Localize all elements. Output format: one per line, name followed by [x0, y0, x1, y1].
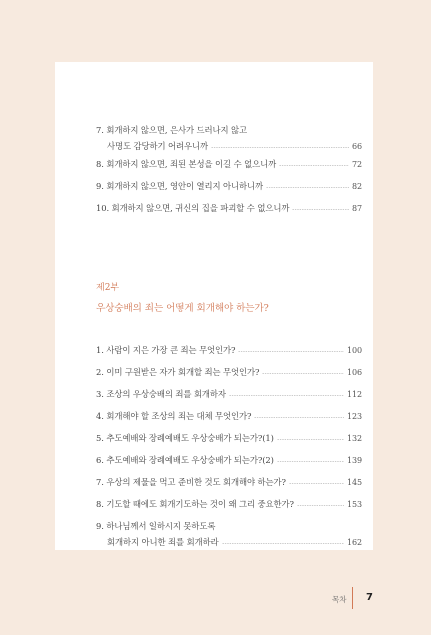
- toc-entry-page: 145: [347, 477, 362, 487]
- toc-entry-page: 123: [347, 411, 362, 421]
- footer-section-label: 목차: [332, 595, 347, 604]
- toc-entry: [96, 387, 362, 401]
- toc-entry-text: 4. 회개해야 할 조상의 죄는 대체 무엇인가?: [96, 411, 252, 421]
- dot-leader: [277, 461, 344, 462]
- toc-entry-text: 9. 하나님께서 일하시지 못하도록: [96, 521, 216, 531]
- part-title: 우상숭배의 죄는 어떻게 회개해야 하는가?: [96, 303, 269, 314]
- toc-entry: [96, 519, 362, 533]
- toc-entry: [96, 431, 362, 445]
- toc-entry: [96, 179, 362, 193]
- dot-leader: [277, 439, 344, 440]
- toc-entry-page: 139: [347, 455, 362, 465]
- toc-entry: [96, 497, 362, 511]
- toc-entry: [96, 157, 362, 171]
- footer-divider: [352, 587, 353, 609]
- toc-entry: [96, 365, 362, 379]
- toc-entry-page: 72: [352, 159, 362, 169]
- toc-entry-text: 사명도 감당하기 어려우니까: [107, 141, 209, 151]
- toc-entry-text: 9. 회개하지 않으면, 영안이 열리지 아니하니까: [96, 181, 263, 191]
- toc-entry-text: 회개하지 아니한 죄를 회개하라: [107, 537, 219, 547]
- toc-entry-text: 7. 회개하지 않으면, 은사가 드러나지 않고: [96, 125, 248, 135]
- toc-entry-text: 3. 조상의 우상숭배의 죄를 회개하자: [96, 389, 226, 399]
- toc-entry-text: 7. 우상의 제물을 먹고 준비한 것도 회개해야 하는가?: [96, 477, 286, 487]
- toc-entry-text: 2. 이미 구원받은 자가 회개할 죄는 무엇인가?: [96, 367, 260, 377]
- page-number: 7: [366, 592, 373, 603]
- toc-entry: [96, 123, 362, 137]
- toc-entry: [96, 201, 362, 215]
- part-label: 제2부: [96, 283, 120, 293]
- dot-leader: [266, 187, 349, 188]
- dot-leader: [297, 505, 344, 506]
- toc-entry-text: 10. 회개하지 않으면, 귀신의 집을 파괴할 수 없으니까: [96, 203, 290, 213]
- toc-entry: [96, 409, 362, 423]
- dot-leader: [229, 395, 344, 396]
- toc-entry-text: 5. 추도예배와 장례예배도 우상숭배가 되는가?(1): [96, 433, 274, 443]
- toc-entry-page: 153: [347, 499, 362, 509]
- toc-entry-page: 87: [352, 203, 362, 213]
- dot-leader: [292, 209, 349, 210]
- toc-entry: [96, 453, 362, 467]
- dot-leader: [211, 147, 349, 148]
- toc-entry-text: 8. 회개하지 않으면, 죄된 본성을 이길 수 없으니까: [96, 159, 277, 169]
- toc-entry-page: 82: [352, 181, 362, 191]
- toc-entry-page: 100: [347, 345, 362, 355]
- toc-entry-text: 8. 기도할 때에도 회개기도하는 것이 왜 그리 중요한가?: [96, 499, 294, 509]
- dot-leader: [289, 483, 344, 484]
- toc-entry-page: 66: [352, 141, 362, 151]
- toc-entry: [107, 139, 362, 153]
- dot-leader: [222, 543, 344, 544]
- dot-leader: [262, 373, 344, 374]
- toc-entry-text: 6. 추도예배와 장례예배도 우상숭배가 되는가?(2): [96, 455, 274, 465]
- toc-entry-text: 1. 사람이 지은 가장 큰 죄는 무엇인가?: [96, 345, 236, 355]
- toc-entry-page: 162: [347, 537, 362, 547]
- toc-entry: [96, 343, 362, 357]
- toc-entry-page: 106: [347, 367, 362, 377]
- dot-leader: [279, 165, 349, 166]
- toc-entry-page: 112: [347, 389, 362, 399]
- toc-entry: [96, 475, 362, 489]
- dot-leader: [238, 351, 344, 352]
- toc-entry-page: 132: [347, 433, 362, 443]
- dot-leader: [254, 417, 344, 418]
- toc-entry: [107, 535, 362, 549]
